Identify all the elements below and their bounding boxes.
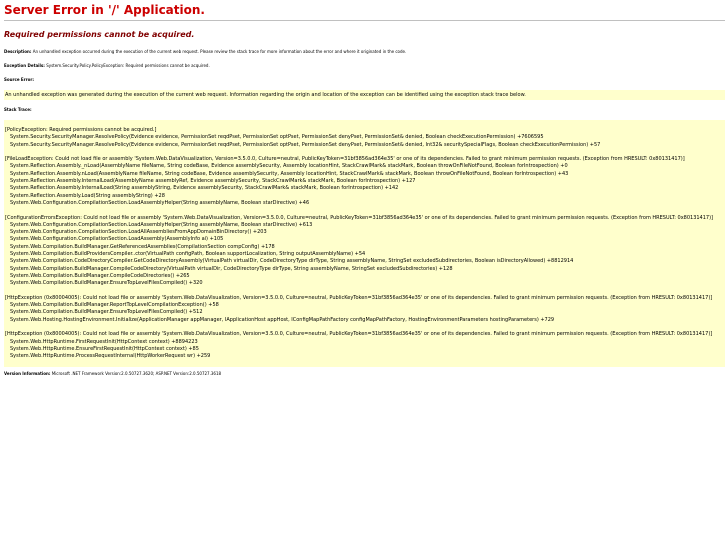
stack-trace-frame: System.Web.Hosting.HostingEnvironment.Initialize(ApplicationManager appManager, IApplicationHost appHost, IConfigMapPathFactory configMapPathFactory, HostingEnvironmentParameters hostingParameters) +729 xyxy=(10,316,555,323)
stack-trace-frame: System.Reflection.Assembly._nLoad(AssemblyName fileName, String codeBase, Evidence assemblySecurity, Assembly locationHint, StackCrawlMark& stackMark, Boolean throwOnFileNotFound, Boolean forIntrospection) +0 xyxy=(10,163,568,170)
stack-trace-frame: System.Web.HttpRuntime.FirstRequestInit(HttpContext context) +8894223 xyxy=(10,338,198,345)
source-error-text: An unhandled exception was generated during the execution of the current web request. Information regarding the origin and location of the exception can be identified using the exception stack trace below. xyxy=(5,92,526,98)
version-info-label: Version Information: xyxy=(4,370,51,376)
stack-trace-block xyxy=(5,215,725,288)
stack-trace-block xyxy=(5,295,725,324)
title-divider xyxy=(4,20,725,21)
stack-trace-exception-header: [PolicyException: Required permissions cannot be acquired.] xyxy=(5,127,157,133)
description-label: Description: xyxy=(4,49,32,54)
stack-trace-exception-header: [HttpException (0x80004005): Could not load file or assembly 'System.Web.DataVisualization, Version=3.5.0.0, Culture=neutral, PublicKeyToken=31bf3856ad364e35' or one of its dependencies. Failed to grant minimum permission requests. (Exception from HRESULT: 0x80131417)] xyxy=(5,294,713,301)
description-text: An unhandled exception occurred during the execution of the current web request. Please review the stack trace for more information about the error and where it originated in the code. xyxy=(32,49,407,54)
stack-trace-frame: System.Web.Compilation.BuildManager.GetReferencedAssemblies(CompilationSection compConfig) +178 xyxy=(10,243,275,250)
stack-trace-frame: System.Reflection.Assembly.InternalLoad(String assemblyString, Evidence assemblySecurity, StackCrawlMark& stackMark, Boolean forIntrospection) +142 xyxy=(10,185,399,192)
exception-details-text: System.Security.Policy.PolicyException: Required permissions cannot be acquired. xyxy=(46,63,210,68)
stack-trace-frame: System.Web.HttpRuntime.EnsureFirstRequestInit(HttpContext context) +85 xyxy=(10,345,199,352)
stack-trace-frame: System.Web.HttpRuntime.ProcessRequestInternal(HttpWorkerRequest wr) +259 xyxy=(10,353,211,360)
version-info-text: Microsoft .NET Framework Version:2.0.50727.3620; ASP.NET Version:2.0.50727.3618 xyxy=(51,370,222,376)
stack-trace-frame: System.Reflection.Assembly.Load(String assemblyString) +28 xyxy=(10,192,165,199)
stack-trace-frame: System.Security.SecurityManager.ResolvePolicy(Evidence evidence, PermissionSet reqdPset, PermissionSet optPset, PermissionSet denyPset, PermissionSet& denied, Int32& securitySpecialFlags, Boolean checkExecutionPermission) +57 xyxy=(10,141,601,148)
stack-trace-frame: System.Reflection.Assembly.InternalLoad(AssemblyName assemblyRef, Evidence assemblySecurity, StackCrawlMark& stackMark, Boolean forIntrospection) +127 xyxy=(10,178,416,185)
stack-trace-frame: System.Web.Compilation.BuildManager.CompileCodeDirectory(VirtualPath virtualDir, CodeDirectoryType dirType, String assemblyName, StringSet excludedSubdirectories) +128 xyxy=(10,265,453,272)
stack-trace-frame: System.Security.SecurityManager.ResolvePolicy(Evidence evidence, PermissionSet reqdPset, PermissionSet optPset, PermissionSet denyPset, PermissionSet& denied, Boolean checkExecutionPermission) +7606595 xyxy=(10,134,544,141)
stack-trace-frame: System.Web.Compilation.BuildManager.EnsureTopLevelFilesCompiled() +320 xyxy=(10,280,203,287)
stack-trace-block xyxy=(5,156,725,207)
stack-trace-frame: System.Web.Configuration.CompilationSection.LoadAssemblyHelper(String assemblyName, Boolean starDirective) +613 xyxy=(10,221,313,228)
page-title: Server Error in '/' Application. xyxy=(4,3,205,17)
stack-trace-label: Stack Trace: xyxy=(4,107,32,112)
stack-trace-frame: System.Web.Configuration.CompilationSection.LoadAllAssembliesFromAppDomainBinDirectory() +203 xyxy=(10,229,267,236)
stack-trace-frame: System.Web.Compilation.BuildManager.EnsureTopLevelFilesCompiled() +512 xyxy=(10,309,203,316)
stack-trace-frame: System.Web.Configuration.CompilationSection.LoadAssemblyHelper(String assemblyName, Boolean starDirective) +46 xyxy=(10,199,310,206)
stack-trace-frame: System.Web.Compilation.BuildProvidersCompiler..ctor(VirtualPath configPath, Boolean supportLocalization, String outputAssemblyName) +54 xyxy=(10,251,366,258)
stack-trace-block xyxy=(5,127,725,149)
error-subtitle: Required permissions cannot be acquired. xyxy=(4,30,195,39)
stack-trace-frame: System.Web.Compilation.BuildManager.CompileCodeDirectories() +265 xyxy=(10,272,190,279)
stack-trace-box xyxy=(4,120,725,367)
stack-trace-frame: System.Web.Compilation.CodeDirectoryCompiler.GetCodeDirectoryAssembly(VirtualPath virtualDir, CodeDirectoryType dirType, String assemblyName, StringSet excludedSubdirectories, Boolean isDirectoryAllowed) +8812914 xyxy=(10,258,574,265)
stack-trace-frame: System.Web.Compilation.BuildManager.ReportTopLevelCompilationException() +58 xyxy=(10,302,219,309)
source-error-box xyxy=(4,90,725,100)
stack-trace-exception-header: [ConfigurationErrorsException: Could not load file or assembly 'System.Web.DataVisualization, Version=3.5.0.0, Culture=neutral, PublicKeyToken=31bf3856ad364e35' or one of its dependencies. Failed to grant minimum permission requests. (Exception from HRESULT: 0x80131417)] xyxy=(5,214,714,221)
stack-trace-exception-header: [HttpException (0x80004005): Could not load file or assembly 'System.Web.DataVisualization, Version=3.5.0.0, Culture=neutral, PublicKeyToken=31bf3856ad364e35' or one of its dependencies. Failed to grant minimum permission requests. (Exception from HRESULT: 0x80131417)] xyxy=(5,331,713,338)
source-error-label: Source Error: xyxy=(4,77,34,82)
stack-trace-frame: System.Web.Configuration.CompilationSection.LoadAssembly(AssemblyInfo ai) +105 xyxy=(10,236,224,243)
exception-details-label: Exception Details: xyxy=(4,63,45,68)
stack-trace-exception-header: [FileLoadException: Could not load file or assembly 'System.Web.DataVisualization, Version=3.5.0.0, Culture=neutral, PublicKeyToken=31bf3856ad364e35' or one of its dependencies. Failed to grant minimum permission requests. (Exception from HRESULT: 0x80131417)] xyxy=(5,156,685,163)
stack-trace-frame: System.Reflection.Assembly.nLoad(AssemblyName fileName, String codeBase, Evidence assemblySecurity, Assembly locationHint, StackCrawlMark& stackMark, Boolean throwOnFileNotFound, Boolean forIntrospection) +43 xyxy=(10,170,569,177)
stack-trace-block xyxy=(5,331,725,360)
version-info-line xyxy=(4,371,725,377)
